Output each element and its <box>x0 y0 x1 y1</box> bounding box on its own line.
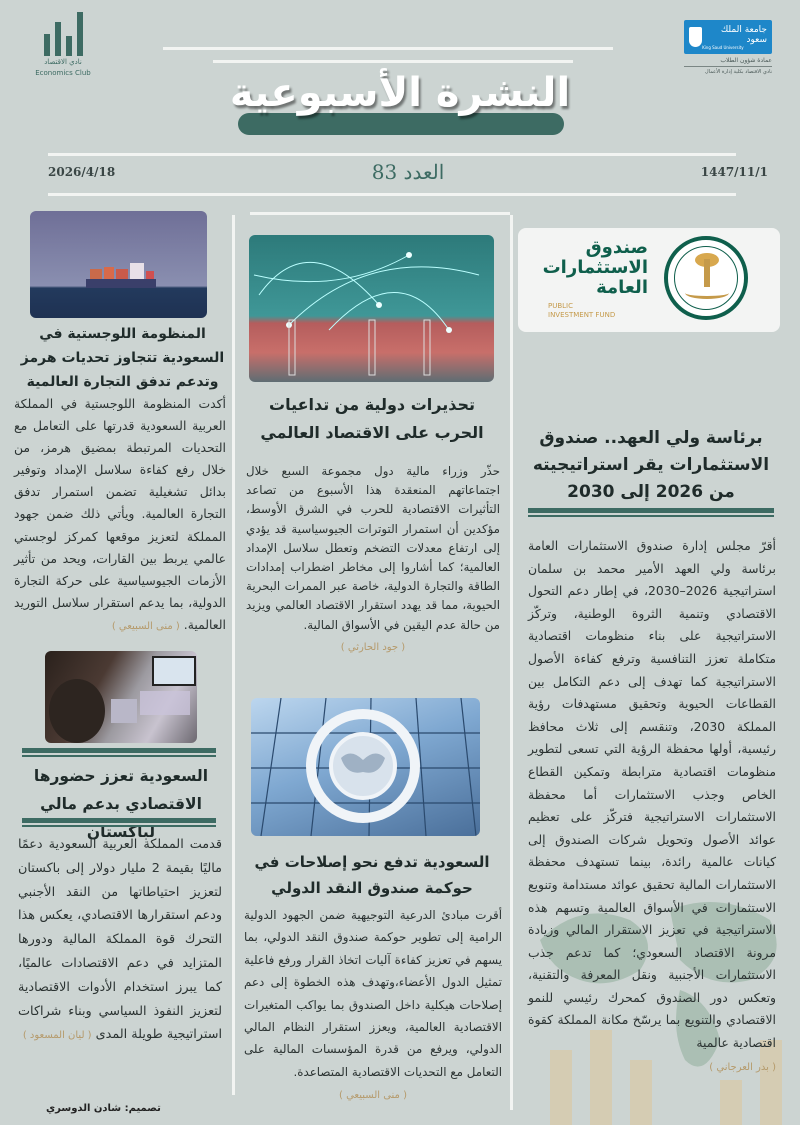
ksu-name-arabic: جامعة الملك سعود <box>720 24 767 45</box>
column-separator-right <box>510 215 513 1110</box>
pakistan-headline: السعودية تعزز حضورها الاقتصادي بدعم مالي لباكستان <box>33 767 209 841</box>
war-warnings-body-text: حذّر وزراء مالية دول مجموعة السبع خلال اجتماعاتهم المنعقدة هذا الأسبوع من تصاعد التأثيرات الاقتصادية للحرب في الشرق الأوسط، مؤكدين أن استمرار التوترات الجيوسياسية قد يؤدي إلى ارتفاع معدلات التضخم وتعطل سلاسل الإمداد العالمية؛ كما أشاروا إلى مخاطر اضطراب إمدادات الطاقة والتجارة الدولية، خاصة عبر الممرات البحرية الحيوية، مما قد يهدد استقرار الاقتصاد العالمي ويزيد من حالة عدم اليقين في الأسواق المالية. <box>246 464 500 632</box>
logistics-body <box>14 393 226 638</box>
war-warnings-body <box>246 462 500 657</box>
issue-number: العدد 83 <box>371 160 445 184</box>
pif-logo-card <box>518 228 780 332</box>
cargo-ship-image <box>30 211 207 318</box>
imf-headline: السعودية تدفع نحو إصلاحات في حوكمة صندوق النقد الدولي <box>254 853 490 897</box>
issue-info-row <box>48 160 768 184</box>
club-logo-english: Economics Club <box>35 69 91 77</box>
imf-body-text: أقرت مبادئ الدرعية التوجيهية ضمن الجهود الدولية الرامية إلى تطوير حوكمة صندوق النقد الدولي، بما يسهم في تعزيز كفاءة آليات اتخاذ القرار ورفع فاعلية تمثيل الدول الأعضاء،وتهدف هذه الخطوة إلى دعم إصلاحات هيكلية داخل الصندوق بما يواكب المتغيرات الاقتصادية العالمية، ويعزز استقرار النظام المالي الدولي، ويرفع من قدرة المؤسسات المالية على التعامل مع التحديات الاقتصادية المتصاعدة. <box>244 908 502 1079</box>
pif-author: ( بدر العرجاني ) <box>709 1061 776 1073</box>
pif-logo-english <box>548 302 615 320</box>
header-rule-second <box>213 60 573 63</box>
logistics-author: ( منى السبيعي ) <box>111 620 180 632</box>
world-trade-image <box>249 235 494 382</box>
network-lines-icon <box>249 235 494 382</box>
imf-author: ( منى السبيعي ) <box>339 1090 407 1102</box>
logistics-headline: المنظومة اللوجستية في السعودية تتجاوز تحديات هرمز وتدعم تدفق التجارة العالمية <box>20 326 225 390</box>
pif-body-text: أقرّ مجلس إدارة صندوق الاستثمارات العامة برئاسة ولي العهد الأمير محمد بن سلمان استراتيجية 2026–2030، في إطار دعم التحول الاقتصادي وتنمية الثروة الوطنية، وتركّز الاستراتيجية على بناء منظومات اقتصادية متكاملة تعزز التنافسية وترفع كفاءة الأصول الاستراتيجية كما تهدف إلى دعم التكامل بين القطاعات الحيوية وتحقيق مستهدفات رؤية المملكة 2030، وتنقسم إلى ثلاث محافظ رئيسية، أولها محفظة الرؤية التي تسعى لتطوير منظومات اقتصادية مترابطة وتمكين القطاع الخاص وجذب الاستثمارات أما محفظة الاستثمارات الاستراتيجية فتركّز على تعظيم عوائد الأصول وتحويل شركات الصندوق إلى كيانات عالمية رائدة، بينما تستهدف محفظة الاستثمارات المالية تحقيق عوائد مستدامة وتنويع الاستثمارات في الأسواق العالمية وتسهم هذه الاستراتيجية في تعزيز الاستقرار المالي وزيادة مرونة الاقتصاد السعودي؛ كما تدعم جذب الاستثمارات الأجنبية ونقل المعرفة والتقنية، وتعكس دور الصندوق كمحرك رئيسي للنمو الاقتصادي والتنويع بما يرسّخ مكانة المملكة كقوة اقتصادية عالمية <box>528 538 777 1051</box>
pakistan-body <box>18 833 222 1048</box>
imf-author-line <box>244 1083 502 1107</box>
banknotes-image <box>45 651 197 743</box>
imf-body <box>244 904 502 1108</box>
title-banner <box>238 113 564 135</box>
header-rule-top <box>163 47 613 50</box>
ksu-department: عمادة شؤون الطلاب <box>684 57 772 67</box>
pif-emblem-icon <box>664 236 748 320</box>
war-warnings-author-line <box>246 637 500 657</box>
pif-body <box>528 535 776 1079</box>
pif-logo-english-line2: INVESTMENT FUND <box>548 311 616 319</box>
hijri-date: 1447/11/1 <box>700 165 768 179</box>
middle-column-top-rule <box>250 212 510 215</box>
logistics-body-text: أكدت المنظومة اللوجستية في المملكة العربية السعودية قدرتها على التعامل مع التحديات المرتبطة بمضيق هرمز، من خلال رفع كفاءة سلاسل الإمداد وتوفير بدائل تشغيلية تضمن استمرار تدفق التجارة العالمية. ويأتي ذلك ضمن جهود المملكة لتعزيز موقعها كمركز لوجستي عالمي يربط بين القارات، ويحد من تأثير الأزمات الجيوسياسية على حركة التجارة الدولية، بما يدعم استقرار سلاسل التوريد العالمية. <box>14 396 226 632</box>
issue-rule-top <box>48 153 736 156</box>
pakistan-rule-bottom <box>22 818 216 827</box>
issue-rule-bottom <box>48 193 736 196</box>
pakistan-rule-top <box>22 748 216 757</box>
club-logo-arabic: نادي الاقتصاد <box>44 58 82 66</box>
ksu-tagline: نادي الاقتصاد بكلية إدارة الأعمال <box>705 69 772 75</box>
war-warnings-author: ( جود الحارثي ) <box>340 641 406 653</box>
pif-headline: برئاسة ولي العهد.. صندوق الاستثمارات يقر استراتيجيته من 2026 إلى 2030 <box>532 428 770 502</box>
club-bars-icon <box>28 12 98 56</box>
pif-headline-rule <box>528 508 774 517</box>
ksu-logo <box>684 20 772 75</box>
person-counting-money-icon <box>45 651 197 743</box>
pif-logo-english-line1: PUBLIC <box>548 302 573 310</box>
pakistan-body-text: قدمت المملكة العربية السعودية دعمًا ماليًا بقيمة 2 مليار دولار إلى باكستان لتعزيز احتياطاتها من النقد الأجنبي ودعم استقرارها الاقتصادي، يعكس هذا التحرك قوة المملكة المالية ودورها المتزايد في دعم الاقتصادات عالميًا، كما يبرز استخدام الأدوات الاقتصادية لتعزيز النفوذ السياسي وبناء شراكات استراتيجية طويلة المدى <box>18 837 222 1043</box>
pif-logo-arabic: صندوق الاستثمارات العامة <box>542 237 648 298</box>
imf-building-image <box>251 698 480 836</box>
pif-author-line <box>528 1055 776 1080</box>
gregorian-date: 2026/4/18 <box>48 165 116 179</box>
newsletter-title: النشرة الأسبوعية <box>229 70 571 116</box>
war-warnings-headline: تحذيرات دولية من تداعيات الحرب على الاقتصاد العالمي <box>260 395 484 442</box>
economics-club-logo <box>28 12 98 82</box>
ksu-name-english: King Saud University <box>702 44 744 50</box>
ksu-emblem-icon <box>689 27 702 47</box>
pakistan-author: ( ليان المسعود ) <box>22 1030 92 1042</box>
imf-seal-icon <box>251 698 480 836</box>
ship-icon <box>30 211 207 318</box>
design-credit: تصميم: شادن الدوسري <box>46 1103 161 1114</box>
